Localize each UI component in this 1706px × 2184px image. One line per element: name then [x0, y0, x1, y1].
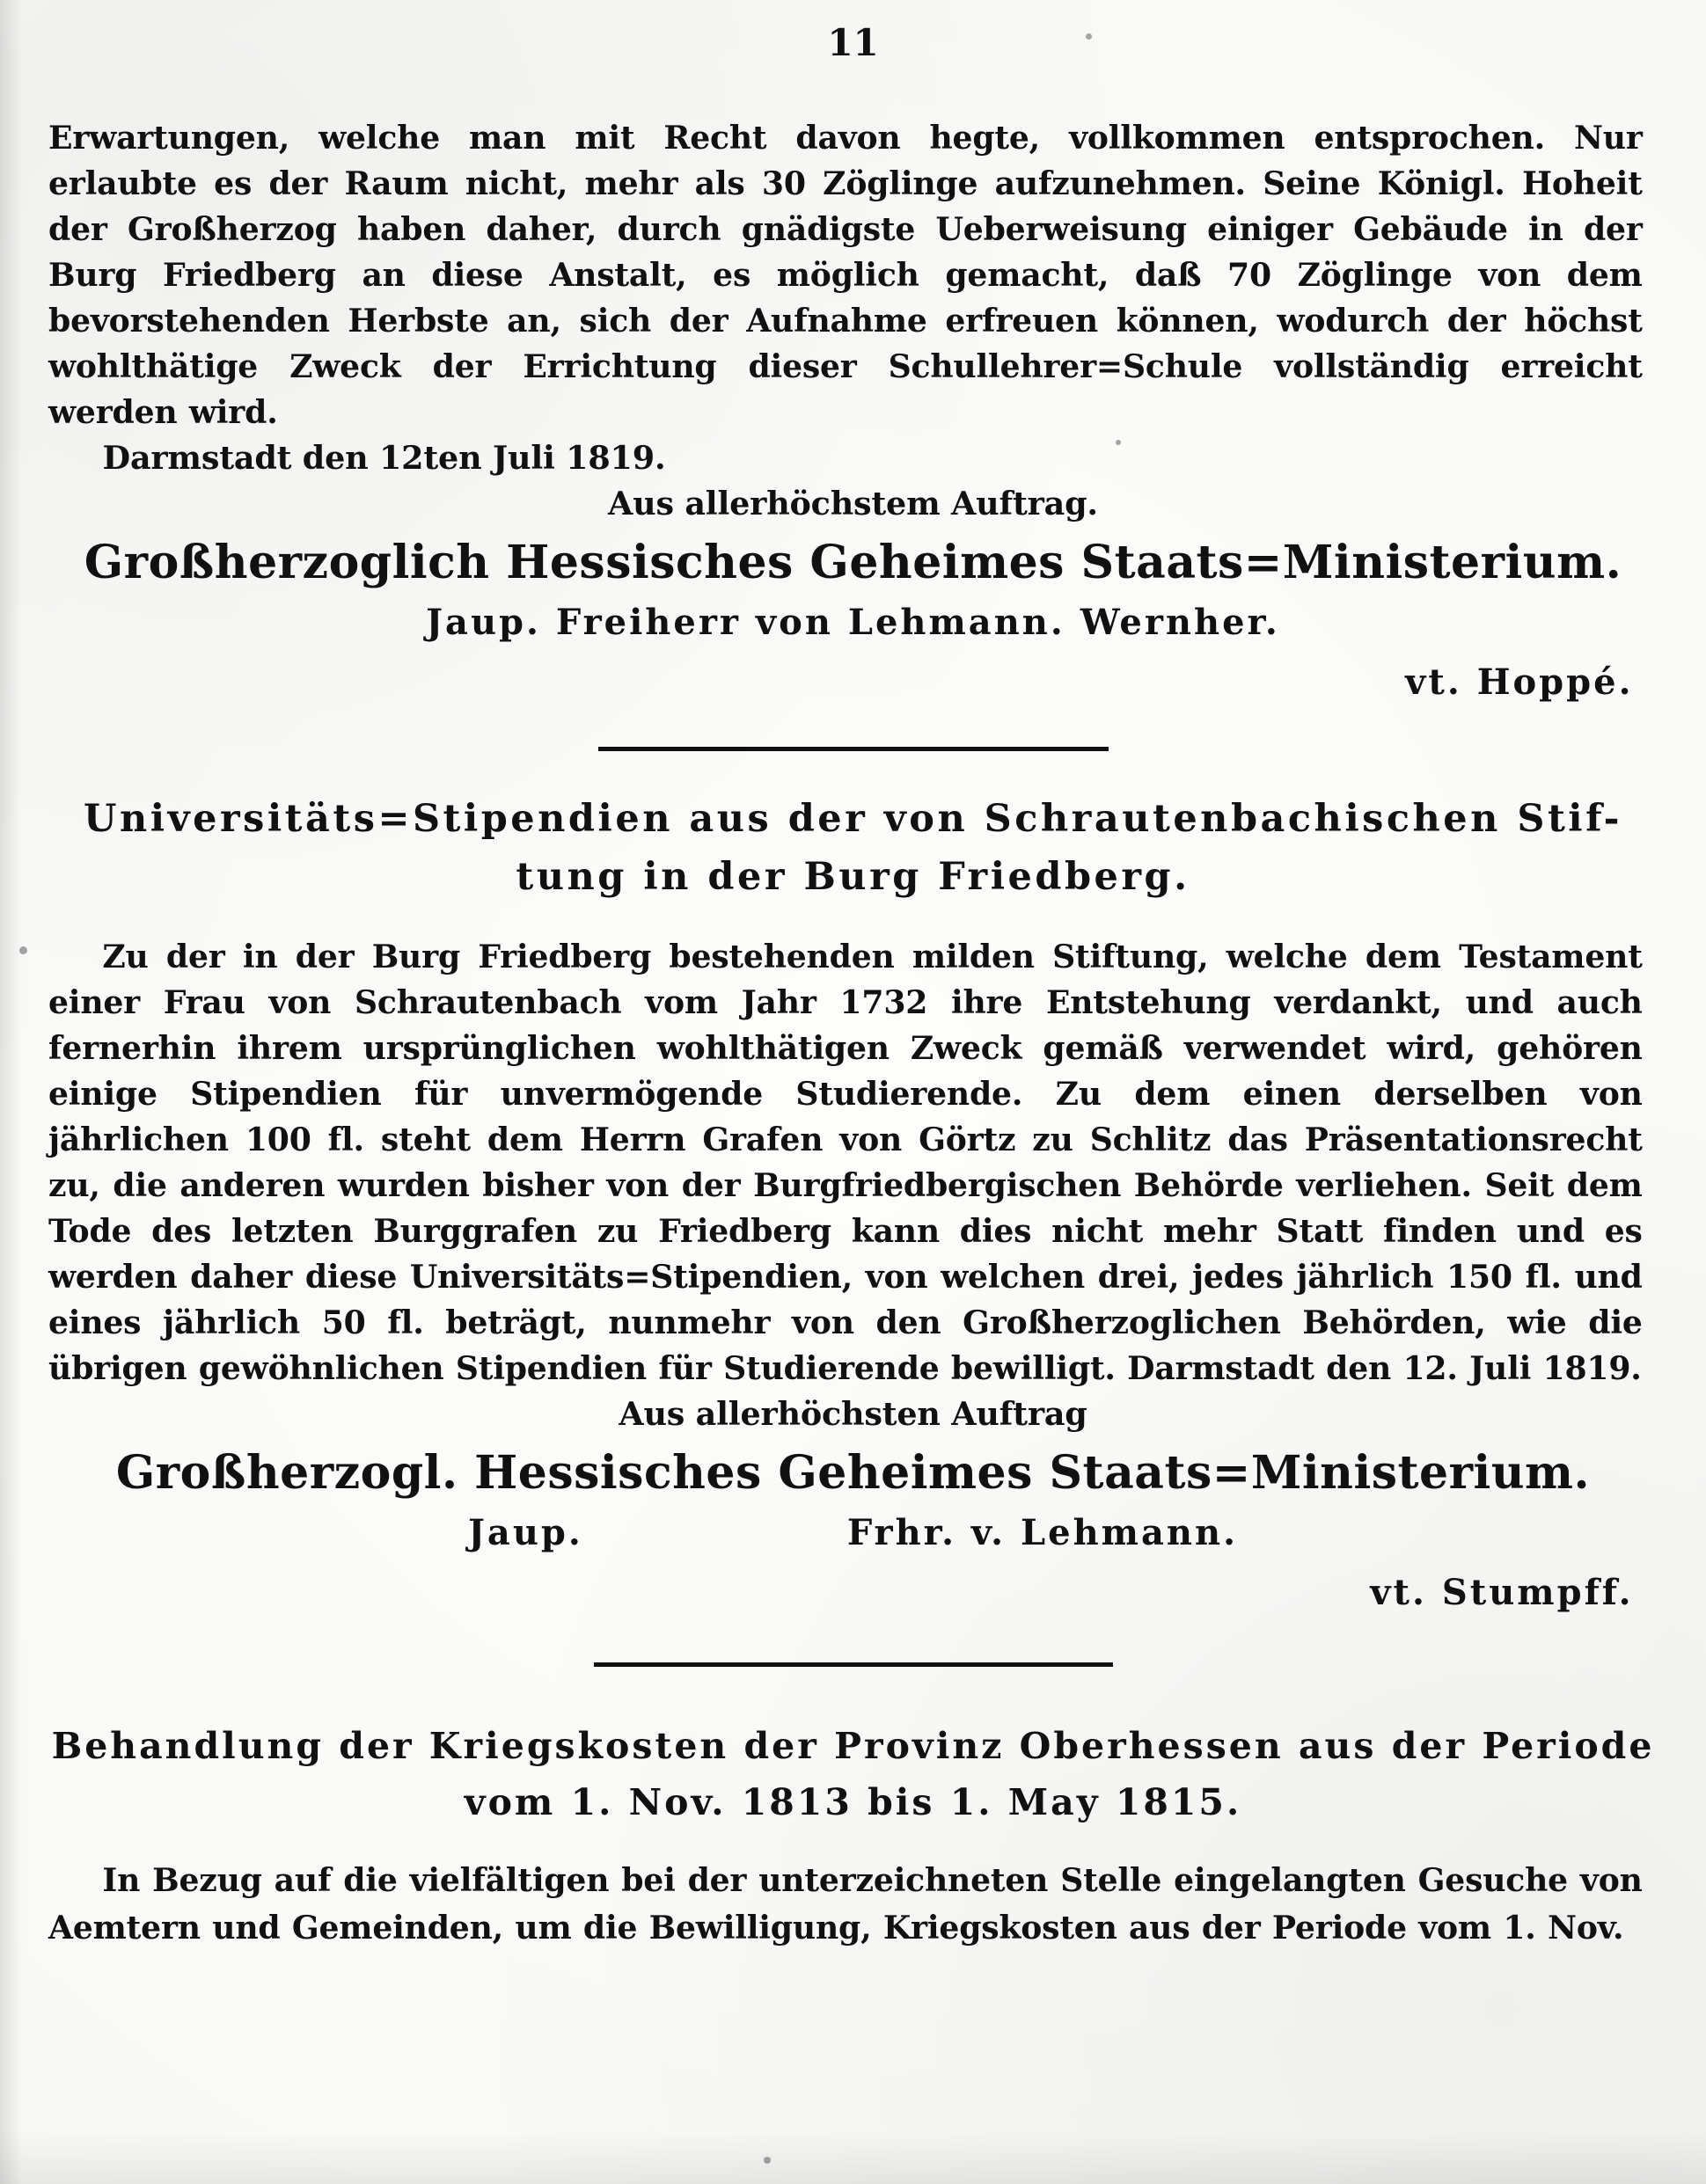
scan-speck	[764, 2157, 771, 2164]
article-1-countersign: vt. Hoppé.	[1405, 661, 1634, 703]
article-2-signers	[48, 1508, 1658, 1559]
article-2-ministry: Großherzogl. Hessisches Geheimes Staats=Ministerium.	[115, 1446, 1591, 1500]
article-1-signers: Jaup. Freiherr von Lehmann. Wernher.	[426, 602, 1280, 643]
article-3	[48, 1718, 1658, 1952]
article-3-title-line-1: Behandlung der Kriegskosten der Provinz Oberhessen aus der	[51, 1725, 1468, 1767]
article-2	[48, 790, 1658, 1618]
article-3-title-line-2: Periode vom 1. Nov. 1813 bis 1. May 1815.	[464, 1725, 1655, 1823]
scan-edge-shadow-bottom	[0, 2131, 1706, 2184]
page-number: 11	[827, 21, 879, 64]
article-2-title-line-1: Universitäts=Stipendien aus der von Schrautenbachischen Stif-	[84, 797, 1622, 841]
spacer	[48, 1834, 1658, 1857]
article-2-title-line-2: tung in der Burg Friedberg.	[516, 855, 1190, 899]
article-3-title	[48, 1718, 1658, 1830]
article-2-order-line: Aus allerhöchsten Auftrag	[619, 1395, 1087, 1433]
spacer	[48, 911, 1658, 934]
article-3-paragraph: In Bezug auf die vielfältigen bei der unterzeichneten Stelle eingelangten Gesuche von Aemtern und Gemeinden, um die Bewilligung, Kriegskosten aus der Periode vom 1. Nov.	[48, 1861, 1643, 1947]
article-2-signer-right: Frhr. v. Lehmann.	[846, 1512, 1238, 1553]
article-2-countersign: vt. Stumpff.	[1370, 1572, 1634, 1613]
section-divider-2	[594, 1662, 1113, 1667]
article-1	[48, 115, 1658, 1952]
article-1-paragraph: Erwartungen, welche man mit Recht davon hegte, vollkommen entsprochen. Nur erlaubte es der Raum nicht, mehr als 30 Zöglinge aufzunehmen. Seine Königl. Hoheit der Großherzog haben daher, durch gnädigste Ueberweisung einiger Gebäude in der Burg Friedberg an diese Anstalt, es möglich gemacht, daß 70 Zöglinge von dem bevorstehenden Herbste an, sich der Aufnahme erfreuen können, wodurch der höchst wohlthätige Zweck der Errichtung dieser Schullehrer=Schule vollständig erreicht werden wird.	[48, 119, 1643, 431]
article-2-signer-left: Jaup.	[468, 1512, 583, 1553]
section-divider-1	[598, 747, 1109, 751]
article-1-ministry: Großherzoglich Hessisches Geheimes Staats=Ministerium.	[84, 536, 1622, 589]
article-2-title	[48, 790, 1658, 906]
article-2-paragraph: Zu der in der Burg Friedberg bestehenden milden Stiftung, welche dem Testament einer Frau von Schrautenbach vom Jahr 1732 ihre Entstehung verdankt, und auch fernerhin ihrem ursprünglichen wohlthätigen Zweck gemäß verwendet wird, gehören einige Stipendien für unvermögende Studierende. Zu dem einen derselben von jährlichen 100 fl. steht dem Herrn Grafen von Görtz zu Schlitz das Präsentationsrecht zu, die anderen wurden bisher von der Burgfriedbergischen Behörde verliehen. Seit dem Tode des letzten Burggrafen zu Friedberg kann dies nicht mehr Statt finden und es werden daher diese Universitäts=Stipendien, von welchen drei, jedes jährlich 150 fl. und eines jährlich 50 fl. beträgt, nunmehr von den Großherzoglichen Behörden, wie die übrigen gewöhnlichen Stipendien für Studierende bewilligt. Darmstadt den 12. Juli 1819.	[48, 938, 1643, 1387]
article-1-date-line: Darmstadt den 12ten Juli 1819.	[102, 439, 666, 477]
article-1-order-line: Aus allerhöchstem Auftrag.	[608, 485, 1098, 522]
